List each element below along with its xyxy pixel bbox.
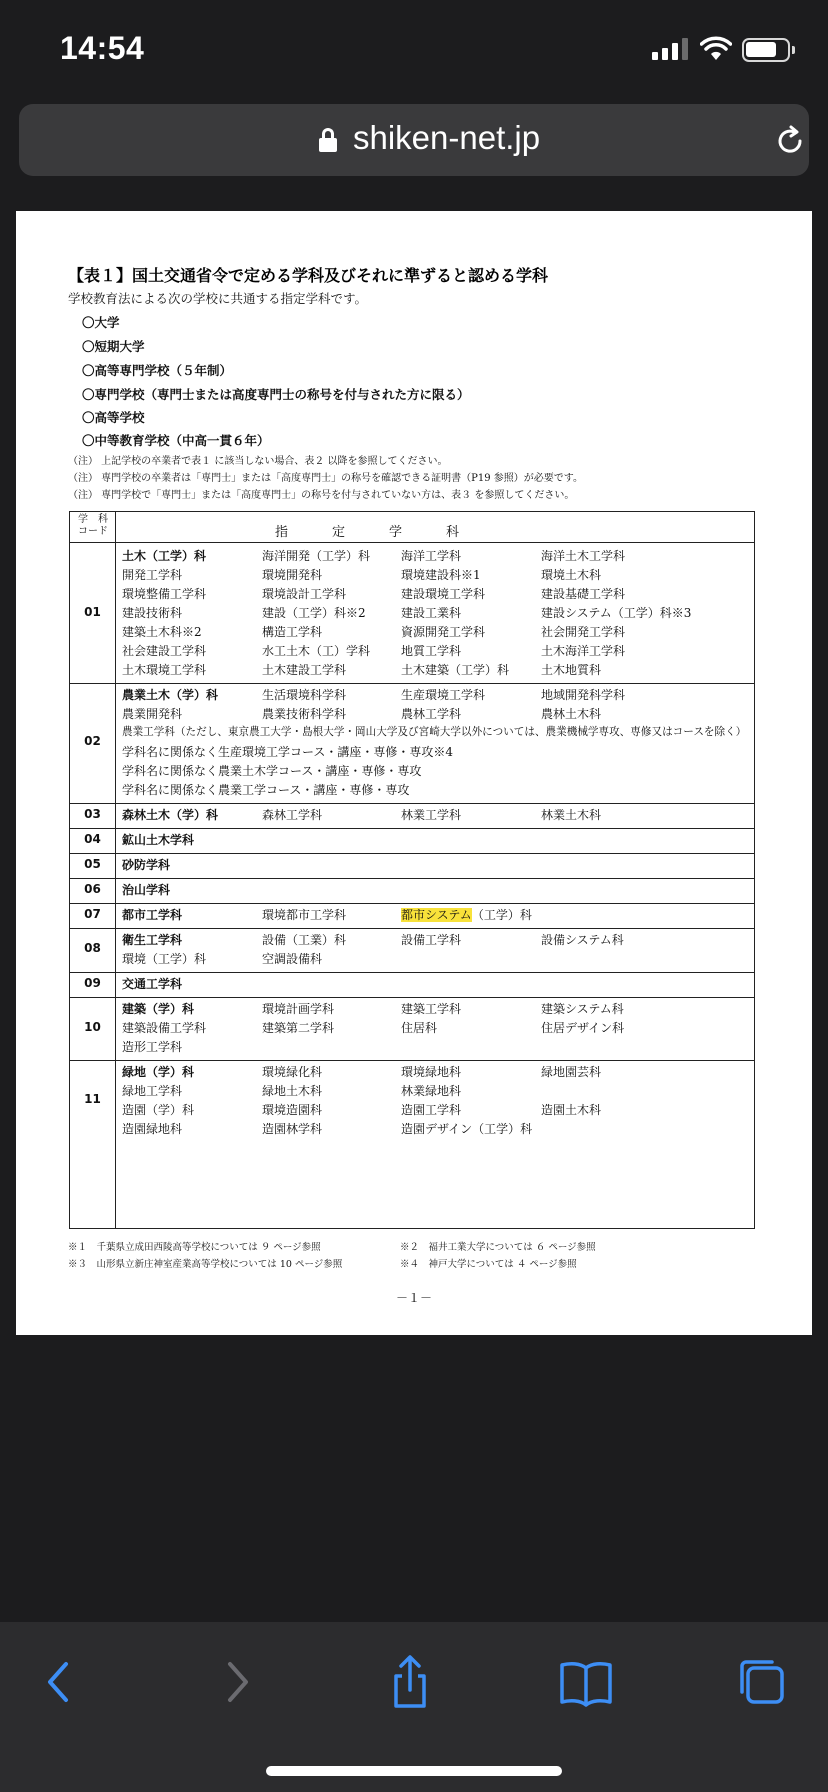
tabs-icon[interactable] — [732, 1652, 792, 1712]
footnote: ※１ 千葉県立成田西陵高等学校については ９ ページ参照 — [68, 1242, 321, 1253]
subject-cell: 農業開発科 — [122, 707, 183, 721]
table-row-divider — [70, 928, 754, 929]
subject-cell: 地域開発科学科 — [541, 688, 626, 702]
subject-cell: 農林工学科 — [401, 707, 462, 721]
subject-cell — [401, 906, 532, 923]
subject-cell: 土木建設工学科 — [262, 663, 347, 677]
subject-cell: 土木環境工学科 — [122, 663, 207, 677]
home-indicator[interactable] — [266, 1766, 562, 1776]
pdf-page — [16, 211, 812, 1335]
page-number: －１－ — [395, 1291, 432, 1305]
school-item: 〇高等専門学校（５年制） — [82, 363, 233, 378]
subject-cell: 緑地工学科 — [122, 1084, 183, 1098]
subject-cell: 開発工学科 — [122, 568, 183, 582]
subject-cell: 地質工学科 — [401, 644, 462, 658]
subject-cell: 建築（学）科 — [122, 1002, 195, 1016]
subject-cell: 森林土木（学）科 — [122, 808, 219, 822]
bookmarks-icon[interactable] — [556, 1652, 616, 1712]
subject-cell: 衛生工学科 — [122, 933, 183, 947]
doc-subtitle: 学校教育法による次の学校に共通する指定学科です。 — [68, 291, 368, 306]
subject-cell: 造園（学）科 — [122, 1103, 195, 1117]
subject-cell: 土木（工学）科 — [122, 549, 207, 563]
lock-icon — [319, 128, 337, 152]
subject-cell: 土木建築（工学）科 — [401, 663, 510, 677]
row-code: 06 — [84, 881, 101, 896]
school-item: 〇専門学校（専門士または高度専門士の称号を付与された方に限る） — [82, 387, 470, 402]
subject-cell: 環境計画学科 — [262, 1002, 335, 1016]
subject-cell: 土木海洋工学科 — [541, 644, 626, 658]
subject-cell: 生活環境科学科 — [262, 688, 347, 702]
subject-cell: 農林土木科 — [541, 707, 602, 721]
subject-cell: 社会建設工学科 — [122, 644, 207, 658]
table-row-divider — [70, 853, 754, 854]
subject-note-line: 農業工学科（ただし、東京農工大学・島根大学・岡山大学及び宮崎大学以外については、農業機械学専攻、専修又はコースを除く） — [122, 726, 747, 738]
table-row-divider — [70, 683, 754, 684]
wifi-icon — [700, 36, 732, 62]
subject-cell: 造形工学科 — [122, 1040, 183, 1054]
table-row-divider — [70, 878, 754, 879]
subject-cell: 設備（工業）科 — [262, 933, 347, 947]
subject-cell: 環境（工学）科 — [122, 952, 207, 966]
subject-cell: 環境都市工学科 — [262, 908, 347, 922]
share-icon[interactable] — [380, 1652, 440, 1712]
subject-cell: 農業技術科学科 — [262, 707, 347, 721]
subject-cell: 海洋開発（工学）科 — [262, 549, 371, 563]
subject-note-line: 学科名に関係なく農業土木学コース・講座・専修・専攻 — [122, 764, 422, 778]
subject-cell: 都市工学科 — [122, 908, 183, 922]
subject-cell: 治山学科 — [122, 883, 171, 897]
row-code: 02 — [84, 734, 101, 748]
row-code: 11 — [84, 1092, 101, 1106]
table-header-code: 学 科 コード — [78, 514, 108, 537]
table-header-subjects: 指定学科 — [275, 525, 504, 540]
subject-cell: 環境造園科 — [262, 1103, 323, 1117]
subject-cell: 造園緑地科 — [122, 1122, 183, 1136]
subject-cell: 生産環境工学科 — [401, 688, 486, 702]
subject-cell: 建設システム（工学）科※3 — [541, 606, 692, 620]
row-code: 04 — [84, 831, 101, 846]
school-item: 〇中等教育学校（中高一貫６年） — [82, 433, 270, 448]
table-column-divider — [115, 512, 116, 1228]
footnote: ※３ 山形県立新庄神室産業高等学校については 10 ページ参照 — [68, 1259, 343, 1270]
row-code: 08 — [84, 941, 101, 955]
school-item: 〇高等学校 — [82, 410, 145, 425]
subject-cell: 農業土木（学）科 — [122, 688, 219, 702]
table-row-divider — [70, 803, 754, 804]
subject-cell: 環境整備工学科 — [122, 587, 207, 601]
subject-cell-rest: （工学）科 — [471, 908, 532, 922]
subject-cell: 海洋工学科 — [401, 549, 462, 563]
subject-cell: 水工土木（工）学科 — [262, 644, 371, 658]
row-code: 07 — [84, 906, 101, 921]
subject-cell: 建設工業科 — [401, 606, 462, 620]
table-row-divider — [70, 972, 754, 973]
subject-cell: 造園林学科 — [262, 1122, 323, 1136]
subject-cell: 建築第二学科 — [262, 1021, 335, 1035]
subject-cell: 住居デザイン科 — [541, 1021, 625, 1035]
subject-cell: 土木地質科 — [541, 663, 602, 677]
subject-cell: 海洋土木工学科 — [541, 549, 626, 563]
table-row-divider — [70, 903, 754, 904]
subject-cell: 造園土木科 — [541, 1103, 602, 1117]
subject-note-line: 学科名に関係なく農業工学コース・講座・専修・専攻 — [122, 783, 410, 797]
subject-cell: 環境緑地科 — [401, 1065, 462, 1079]
subject-cell: 砂防学科 — [122, 858, 171, 872]
table-row-divider — [70, 828, 754, 829]
subject-cell: 環境開発科 — [262, 568, 323, 582]
subject-cell: 建築システム科 — [541, 1002, 624, 1016]
subject-cell: 緑地（学）科 — [122, 1065, 195, 1079]
subject-cell: 建設環境工学科 — [401, 587, 486, 601]
subject-cell: 林業緑地科 — [401, 1084, 462, 1098]
subject-cell: 空調設備科 — [262, 952, 323, 966]
row-code: 01 — [84, 604, 101, 619]
subject-cell: 建設技術科 — [122, 606, 183, 620]
url-text[interactable]: shiken-net.jp — [353, 119, 541, 156]
subject-cell: 建築設備工学科 — [122, 1021, 207, 1035]
subject-cell: 森林工学科 — [262, 808, 323, 822]
doc-title: 【表１】国土交通省令で定める学科及びそれに準ずると認める学科 — [68, 266, 549, 285]
subject-cell: 建築土木科※2 — [122, 625, 202, 639]
school-item: 〇大学 — [82, 315, 120, 330]
row-code: 09 — [84, 975, 101, 990]
subject-cell: 緑地園芸科 — [541, 1065, 602, 1079]
designated-subjects-table — [69, 511, 755, 1229]
subject-cell: 林業工学科 — [401, 808, 462, 822]
row-code: 03 — [84, 806, 101, 821]
subject-cell: 社会開発工学科 — [541, 625, 626, 639]
footnote: ※４ 神戸大学については ４ ページ参照 — [400, 1259, 577, 1270]
subject-cell: 資源開発工学科 — [401, 625, 486, 639]
subject-cell: 建設（工学）科※2 — [262, 606, 366, 620]
back-icon[interactable] — [30, 1652, 90, 1712]
row-code: 05 — [84, 856, 101, 871]
subject-cell: 造園デザイン（工学）科 — [401, 1122, 533, 1136]
subject-cell: 環境設計工学科 — [262, 587, 347, 601]
subject-cell: 林業土木科 — [541, 808, 602, 822]
doc-note: （注） 上記学校の卒業者で表１ に該当しない場合、表２ 以降を参照してください。 — [68, 456, 448, 467]
subject-cell: 設備システム科 — [541, 933, 624, 947]
address-bar[interactable] — [19, 104, 809, 176]
subject-cell: 緑地土木科 — [262, 1084, 323, 1098]
search-highlight: 都市システム — [401, 908, 472, 922]
doc-note: （注） 専門学校の卒業者は「専門士」または「高度専門士」の称号を確認できる証明書（P19 参照）が必要です。 — [68, 473, 584, 484]
subject-cell: 住居科 — [401, 1021, 438, 1035]
subject-cell: 建設基礎工学科 — [541, 587, 626, 601]
status-time: 14:54 — [60, 30, 145, 66]
forward-icon[interactable] — [206, 1652, 266, 1712]
subject-note-line: 学科名に関係なく生産環境工学コース・講座・専修・専攻※4 — [122, 745, 454, 759]
subject-cell: 設備工学科 — [401, 933, 462, 947]
subject-cell: 環境建設科※1 — [401, 568, 481, 582]
table-row-divider — [70, 542, 754, 543]
school-item: 〇短期大学 — [82, 339, 145, 354]
subject-cell: 環境土木科 — [541, 568, 602, 582]
row-code: 10 — [84, 1019, 101, 1034]
subject-cell: 造園工学科 — [401, 1103, 462, 1117]
subject-cell: 鉱山土木学科 — [122, 833, 195, 847]
battery-icon — [742, 38, 790, 62]
table-row-divider — [70, 1060, 754, 1061]
subject-cell: 交通工学科 — [122, 977, 183, 991]
cellular-signal-icon — [652, 38, 688, 60]
subject-cell: 環境緑化科 — [262, 1065, 323, 1079]
doc-note: （注） 専門学校で「専門士」または「高度専門士」の称号を付与されていない方は、表３ を参照してください。 — [68, 490, 575, 501]
table-row-divider — [70, 997, 754, 998]
subject-cell: 建築工学科 — [401, 1002, 462, 1016]
footnote: ※２ 福井工業大学については ６ ページ参照 — [400, 1242, 596, 1253]
subject-cell: 構造工学科 — [262, 625, 323, 639]
status-bar — [0, 0, 828, 96]
reload-icon[interactable] — [773, 124, 807, 158]
